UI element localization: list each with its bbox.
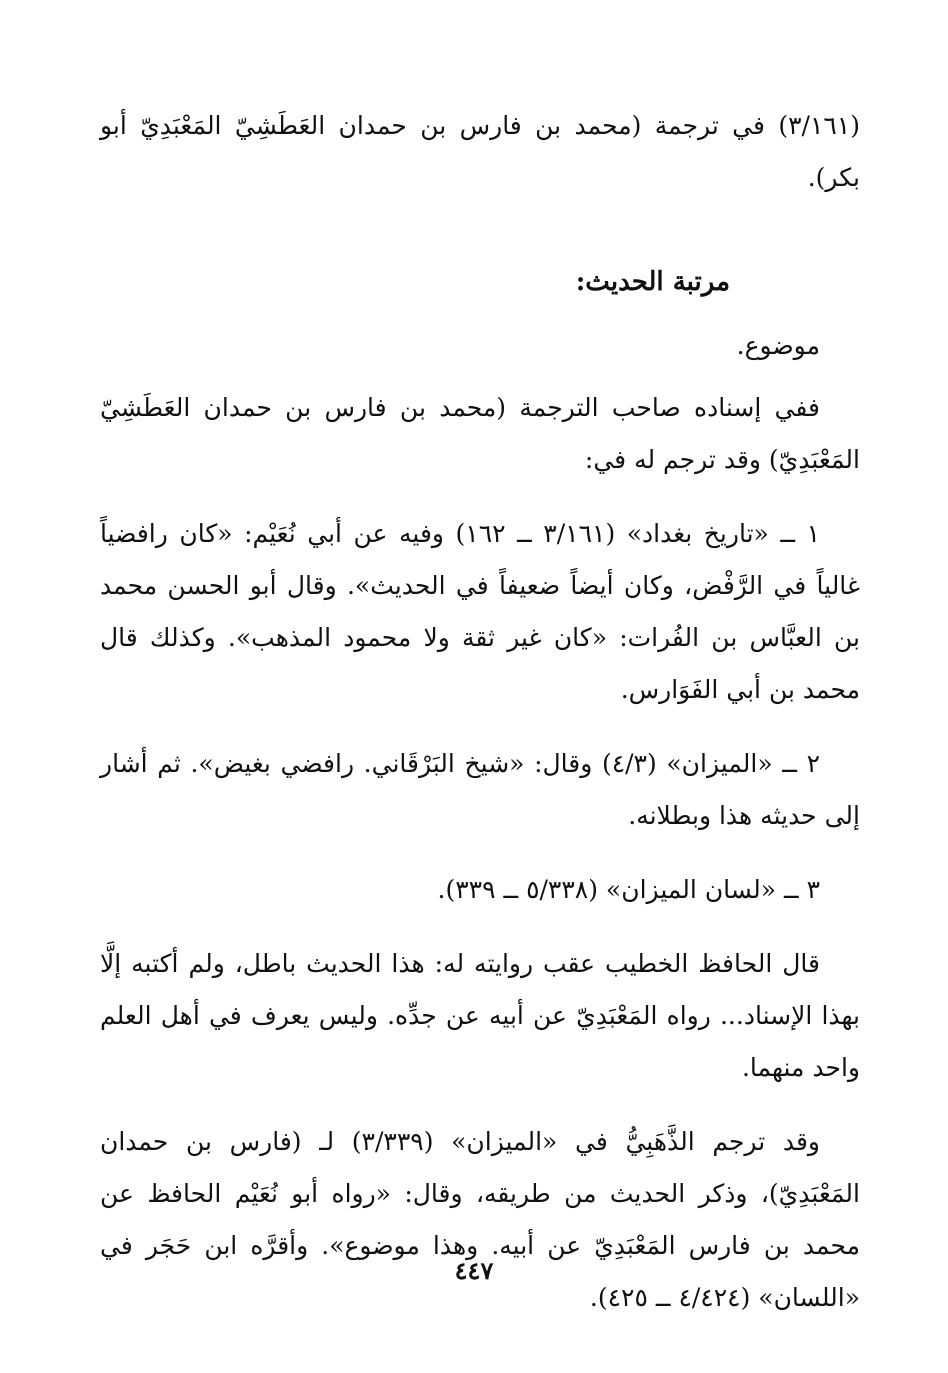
page-body: [100, 100, 860, 1324]
body-paragraph-dhahabi: وقد ترجم الذَّهَبِيُّ في «الميزان» (٣/٣٣٩) لـ (فارس بن حمدان المَعْبَدِيّ)، وذكر الحديث من طريقه، وقال: «رواه أبو نُعَيْم الحافظ عن محمد بن فارس المَعْبَدِيّ عن أبيه. وهذا موضوع». وأقرَّه ابن حَجَر في «اللسان» (٤/٤٢٤ ــ ٤٢٥).: [100, 1127, 860, 1312]
source-item-al-mizan: ٢ ــ «الميزان» (٤/٣) وقال: «شيخ البَرْقَاني. رافضي بغيض». ثم أشار إلى حديثه هذا وبطلانه.: [100, 749, 860, 830]
source-item-tarikh-baghdad: ١ ــ «تاريخ بغداد» (٣/١٦١ ــ ١٦٢) وفيه عن أبي نُعَيْم: «كان رافضياً غالياً في الرَّفْض، وكان أيضاً ضعيفاً في الحديث». وقال أبو الحسن محمد بن العبَّاس بن الفُرات: «كان غير ثقة ولا محمود المذهب». وكذلك قال محمد بن أبي الفَوَارس.: [100, 519, 860, 704]
page-number: ٤٤٧: [454, 1256, 494, 1285]
footnote-paragraph: (٣/١٦١) في ترجمة (محمد بن فارس بن حمدان العَطَشِيّ المَعْبَدِيّ أبو بكر).: [100, 111, 860, 192]
verdict-text: موضوع.: [736, 331, 820, 360]
section-heading: مرتبة الحديث:: [575, 267, 730, 297]
body-paragraph-khatib: قال الحافظ الخطيب عقب روايته له: هذا الحديث باطل، ولم أكتبه إلَّا بهذا الإسناد... رواه المَعْبَدِيّ عن أبيه عن جدِّه. وليس يعرف في أهل العلم واحد منهما.: [100, 949, 860, 1082]
source-item-lisan-al-mizan: ٣ ــ «لسان الميزان» (٥/٣٣٨ ــ ٣٣٩).: [437, 875, 820, 904]
body-paragraph-isnad: ففي إسناده صاحب الترجمة (محمد بن فارس بن حمدان العَطَشِيّ المَعْبَدِيّ) وقد ترجم له في:: [100, 393, 860, 474]
